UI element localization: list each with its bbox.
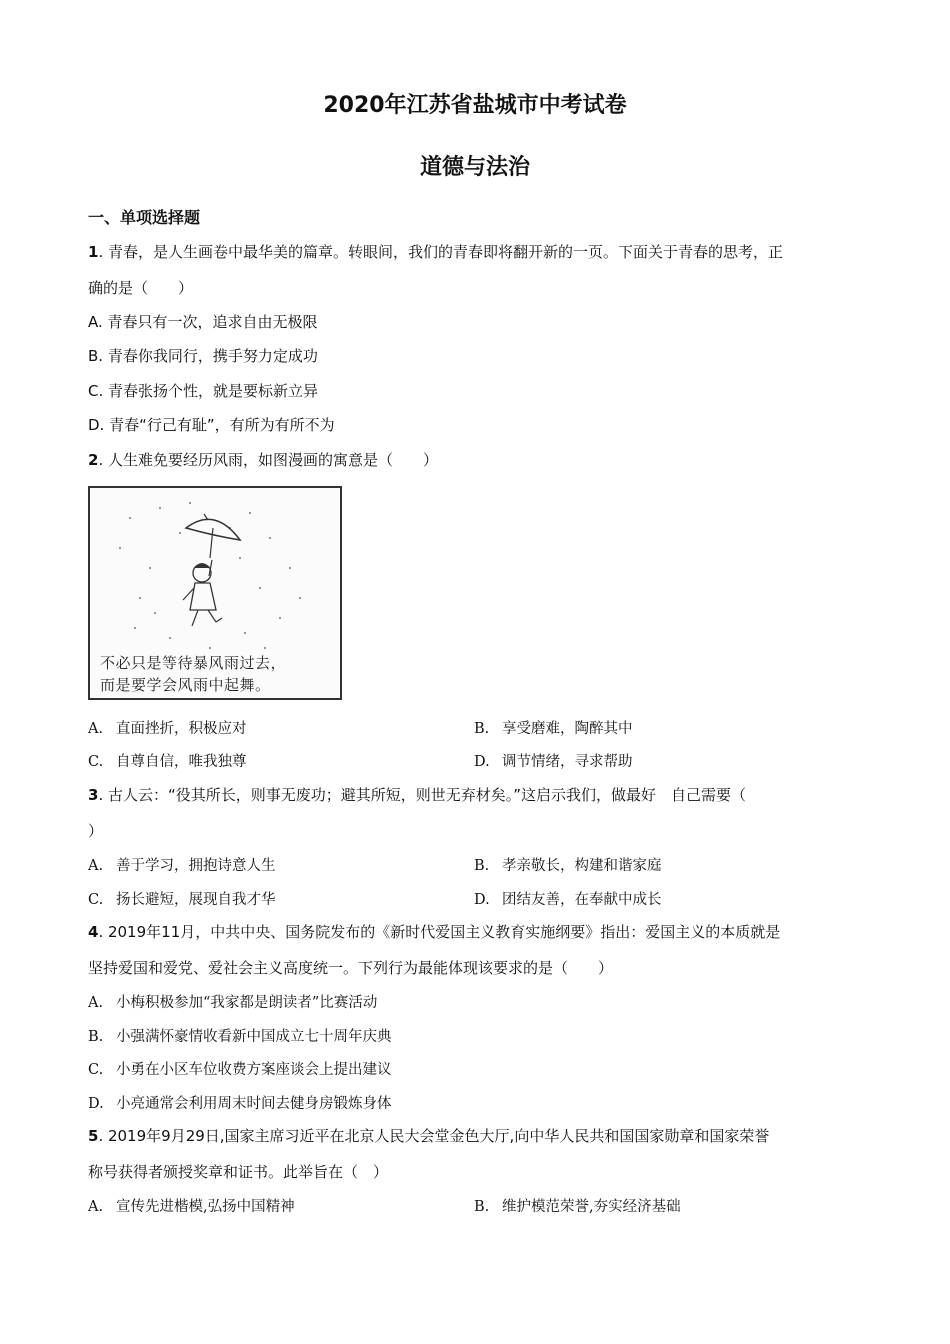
question-3-stem: 3. 古人云：“役其所长，则事无废功；避其所短，则世无弃材矣。”这启示我们，做最好 自己需要（ [88,786,747,804]
cartoon-image [88,486,342,700]
question-4-stem-cont: 坚持爱国和爱党、爱社会主义高度统一。下列行为最能体现该要求的是（ ） [88,959,614,977]
question-2-option-c: C. 自尊自信，唯我独尊 [88,754,247,770]
question-1-option-a: A. 青春只有一次，追求自由无极限 [88,313,318,331]
question-5-option-a: A. 宣传先进楷模,弘扬中国精神 [88,1199,295,1215]
question-1-option-d: D. 青春“行己有耻”，有所为有所不为 [88,416,335,434]
question-5-stem-cont: 称号获得者颁授奖章和证书。此举旨在（ ） [88,1163,389,1181]
question-3-option-a: A. 善于学习，拥抱诗意人生 [88,858,276,874]
question-1-stem-cont: 确的是（ ） [88,279,194,297]
question-3-option-d: D. 团结友善，在奉献中成长 [474,892,662,908]
question-1-stem: 1. 青春，是人生画卷中最华美的篇章。转眼间，我们的青春即将翻开新的一页。下面关于青春的思考，正 [88,243,783,261]
question-4-option-d: D. 小亮通常会利用周末时间去健身房锻炼身体 [88,1096,392,1112]
question-1-option-b: B. 青春你我同行，携手努力定成功 [88,347,318,365]
question-4-option-a: A. 小梅积极参加“我家都是朗读者”比赛活动 [88,995,378,1011]
cartoon-caption-line-1: 不必只是等待暴风雨过去， [100,654,287,672]
question-2-option-a: A. 直面挫折，积极应对 [88,721,247,737]
question-2-option-d: D. 调节情绪，寻求帮助 [474,754,633,770]
question-5-stem: 5. 2019年9月29日,国家主席习近平在北京人民大会堂金色大厅,向中华人民共和国国家勋章和国家荣誉 [88,1127,770,1145]
page-title: 2020年江苏省盐城市中考试卷 [323,93,627,118]
section-heading: 一、单项选择题 [88,208,201,227]
question-5-option-b: B. 维护模范荣誉,夯实经济基础 [474,1199,681,1215]
question-2-stem: 2. 人生难免要经历风雨，如图漫画的寓意是（ ） [88,451,438,469]
question-1-option-c: C. 青春张扬个性，就是要标新立异 [88,382,319,400]
question-4-stem: 4. 2019年11月，中共中央、国务院发布的《新时代爱国主义教育实施纲要》指出：爱国主义的本质就是 [88,923,781,941]
question-3-stem-cont: ） [88,822,104,840]
question-3-option-c: C. 扬长避短，展现自我才华 [88,892,276,908]
question-2-option-b: B. 享受磨难，陶醉其中 [474,721,633,737]
cartoon-caption-line-2: 而是要学会风雨中起舞。 [100,676,271,694]
question-4-option-b: B. 小强满怀豪情收看新中国成立七十周年庆典 [88,1029,392,1045]
page-subtitle: 道德与法治 [419,155,530,180]
question-4-option-c: C. 小勇在小区车位收费方案座谈会上提出建议 [88,1062,392,1078]
question-3-option-b: B. 孝亲敬长，构建和谐家庭 [474,858,662,874]
